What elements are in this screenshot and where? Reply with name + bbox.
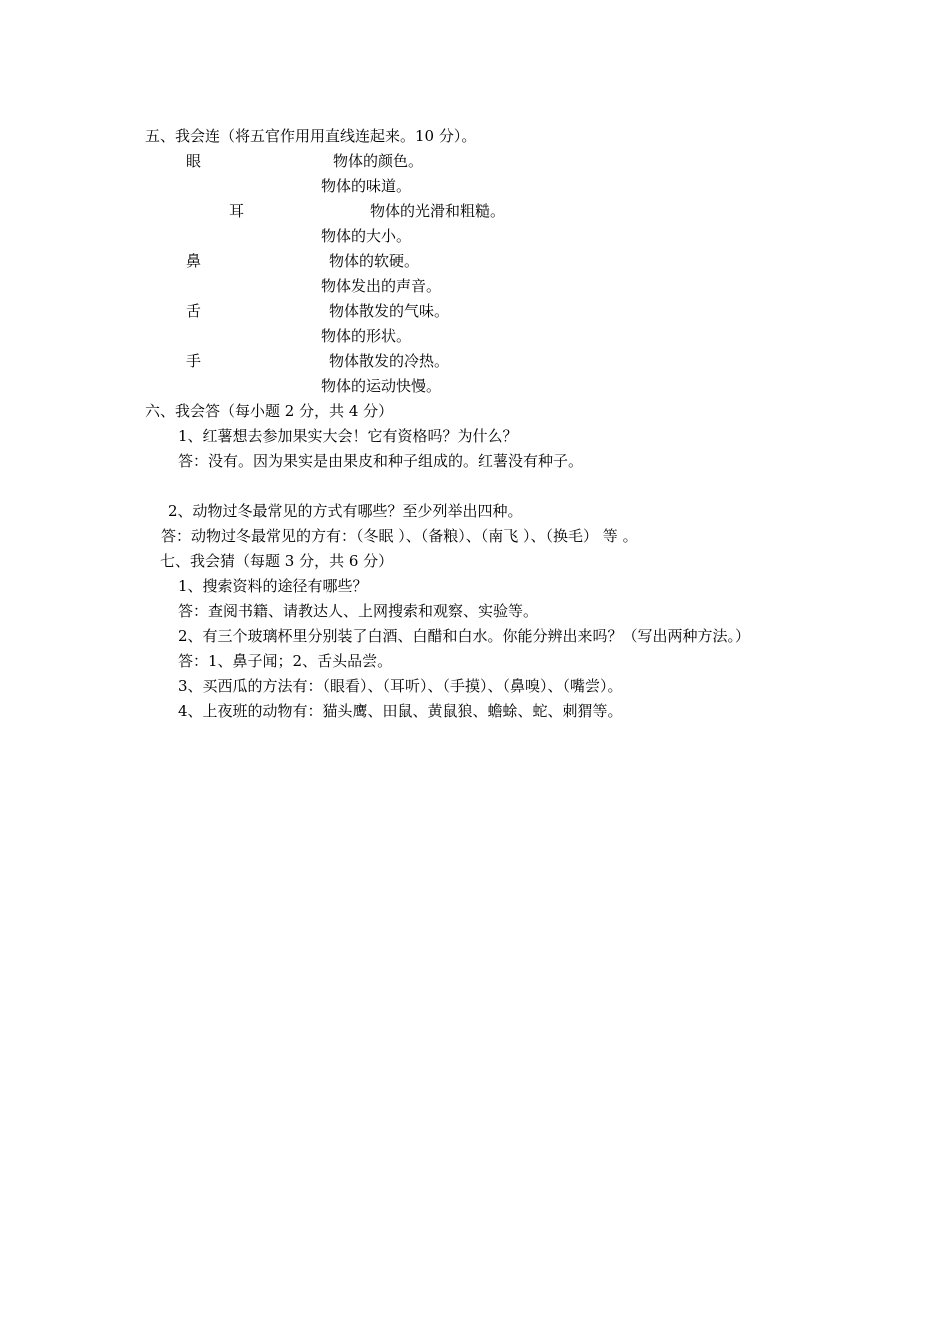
section6-title: 六、我会答（每小题 2 分，共 4 分）	[145, 402, 394, 420]
question: 4、上夜班的动物有：猫头鹰、田鼠、黄鼠狼、蟾蜍、蛇、刺猬等。	[178, 702, 623, 720]
property-item: 物体散发的气味。	[329, 302, 450, 320]
answer: 答：查阅书籍、请教达人、上网搜索和观察、实验等。	[178, 602, 539, 620]
answer: 答：动物过冬最常见的方有：（冬眠 ）、（备粮）、（南飞 ）、（换毛） 等 。	[161, 527, 638, 545]
property-item: 物体的大小。	[321, 227, 412, 245]
section7-title: 七、我会猜（每题 3 分，共 6 分）	[160, 552, 394, 570]
property-item: 物体的味道。	[321, 177, 412, 195]
question: 1、搜索资料的途径有哪些？	[178, 577, 368, 595]
section5-title: 五、我会连（将五官作用用直线连起来。10 分）。	[145, 127, 477, 145]
sense-item-nose: 鼻	[186, 252, 202, 270]
answer: 答：1、鼻子闻；2、舌头品尝。	[178, 652, 393, 670]
property-item: 物体的运动快慢。	[321, 377, 442, 395]
property-item: 物体的颜色。	[333, 152, 424, 170]
property-item: 物体发出的声音。	[321, 277, 442, 295]
property-item: 物体的形状。	[321, 327, 412, 345]
property-item: 物体散发的冷热。	[329, 352, 450, 370]
question: 2、动物过冬最常见的方式有哪些？至少列举出四种。	[168, 502, 523, 520]
answer: 答：没有。因为果实是由果皮和种子组成的。红薯没有种子。	[178, 452, 584, 470]
sense-item-hand: 手	[186, 352, 202, 370]
question: 3、买西瓜的方法有：（眼看）、（耳听）、（手摸）、（鼻嗅）、（嘴尝）。	[178, 677, 623, 695]
question: 1、红薯想去参加果实大会！它有资格吗？为什么？	[178, 427, 518, 445]
property-item: 物体的光滑和粗糙。	[370, 202, 506, 220]
sense-item-tongue: 舌	[186, 302, 202, 320]
sense-item-ear: 耳	[229, 202, 245, 220]
property-item: 物体的软硬。	[329, 252, 420, 270]
sense-item-eye: 眼	[186, 152, 202, 170]
question: 2、有三个玻璃杯里分别装了白酒、白醋和白水。你能分辨出来吗？（写出两种方法。）	[178, 627, 751, 645]
